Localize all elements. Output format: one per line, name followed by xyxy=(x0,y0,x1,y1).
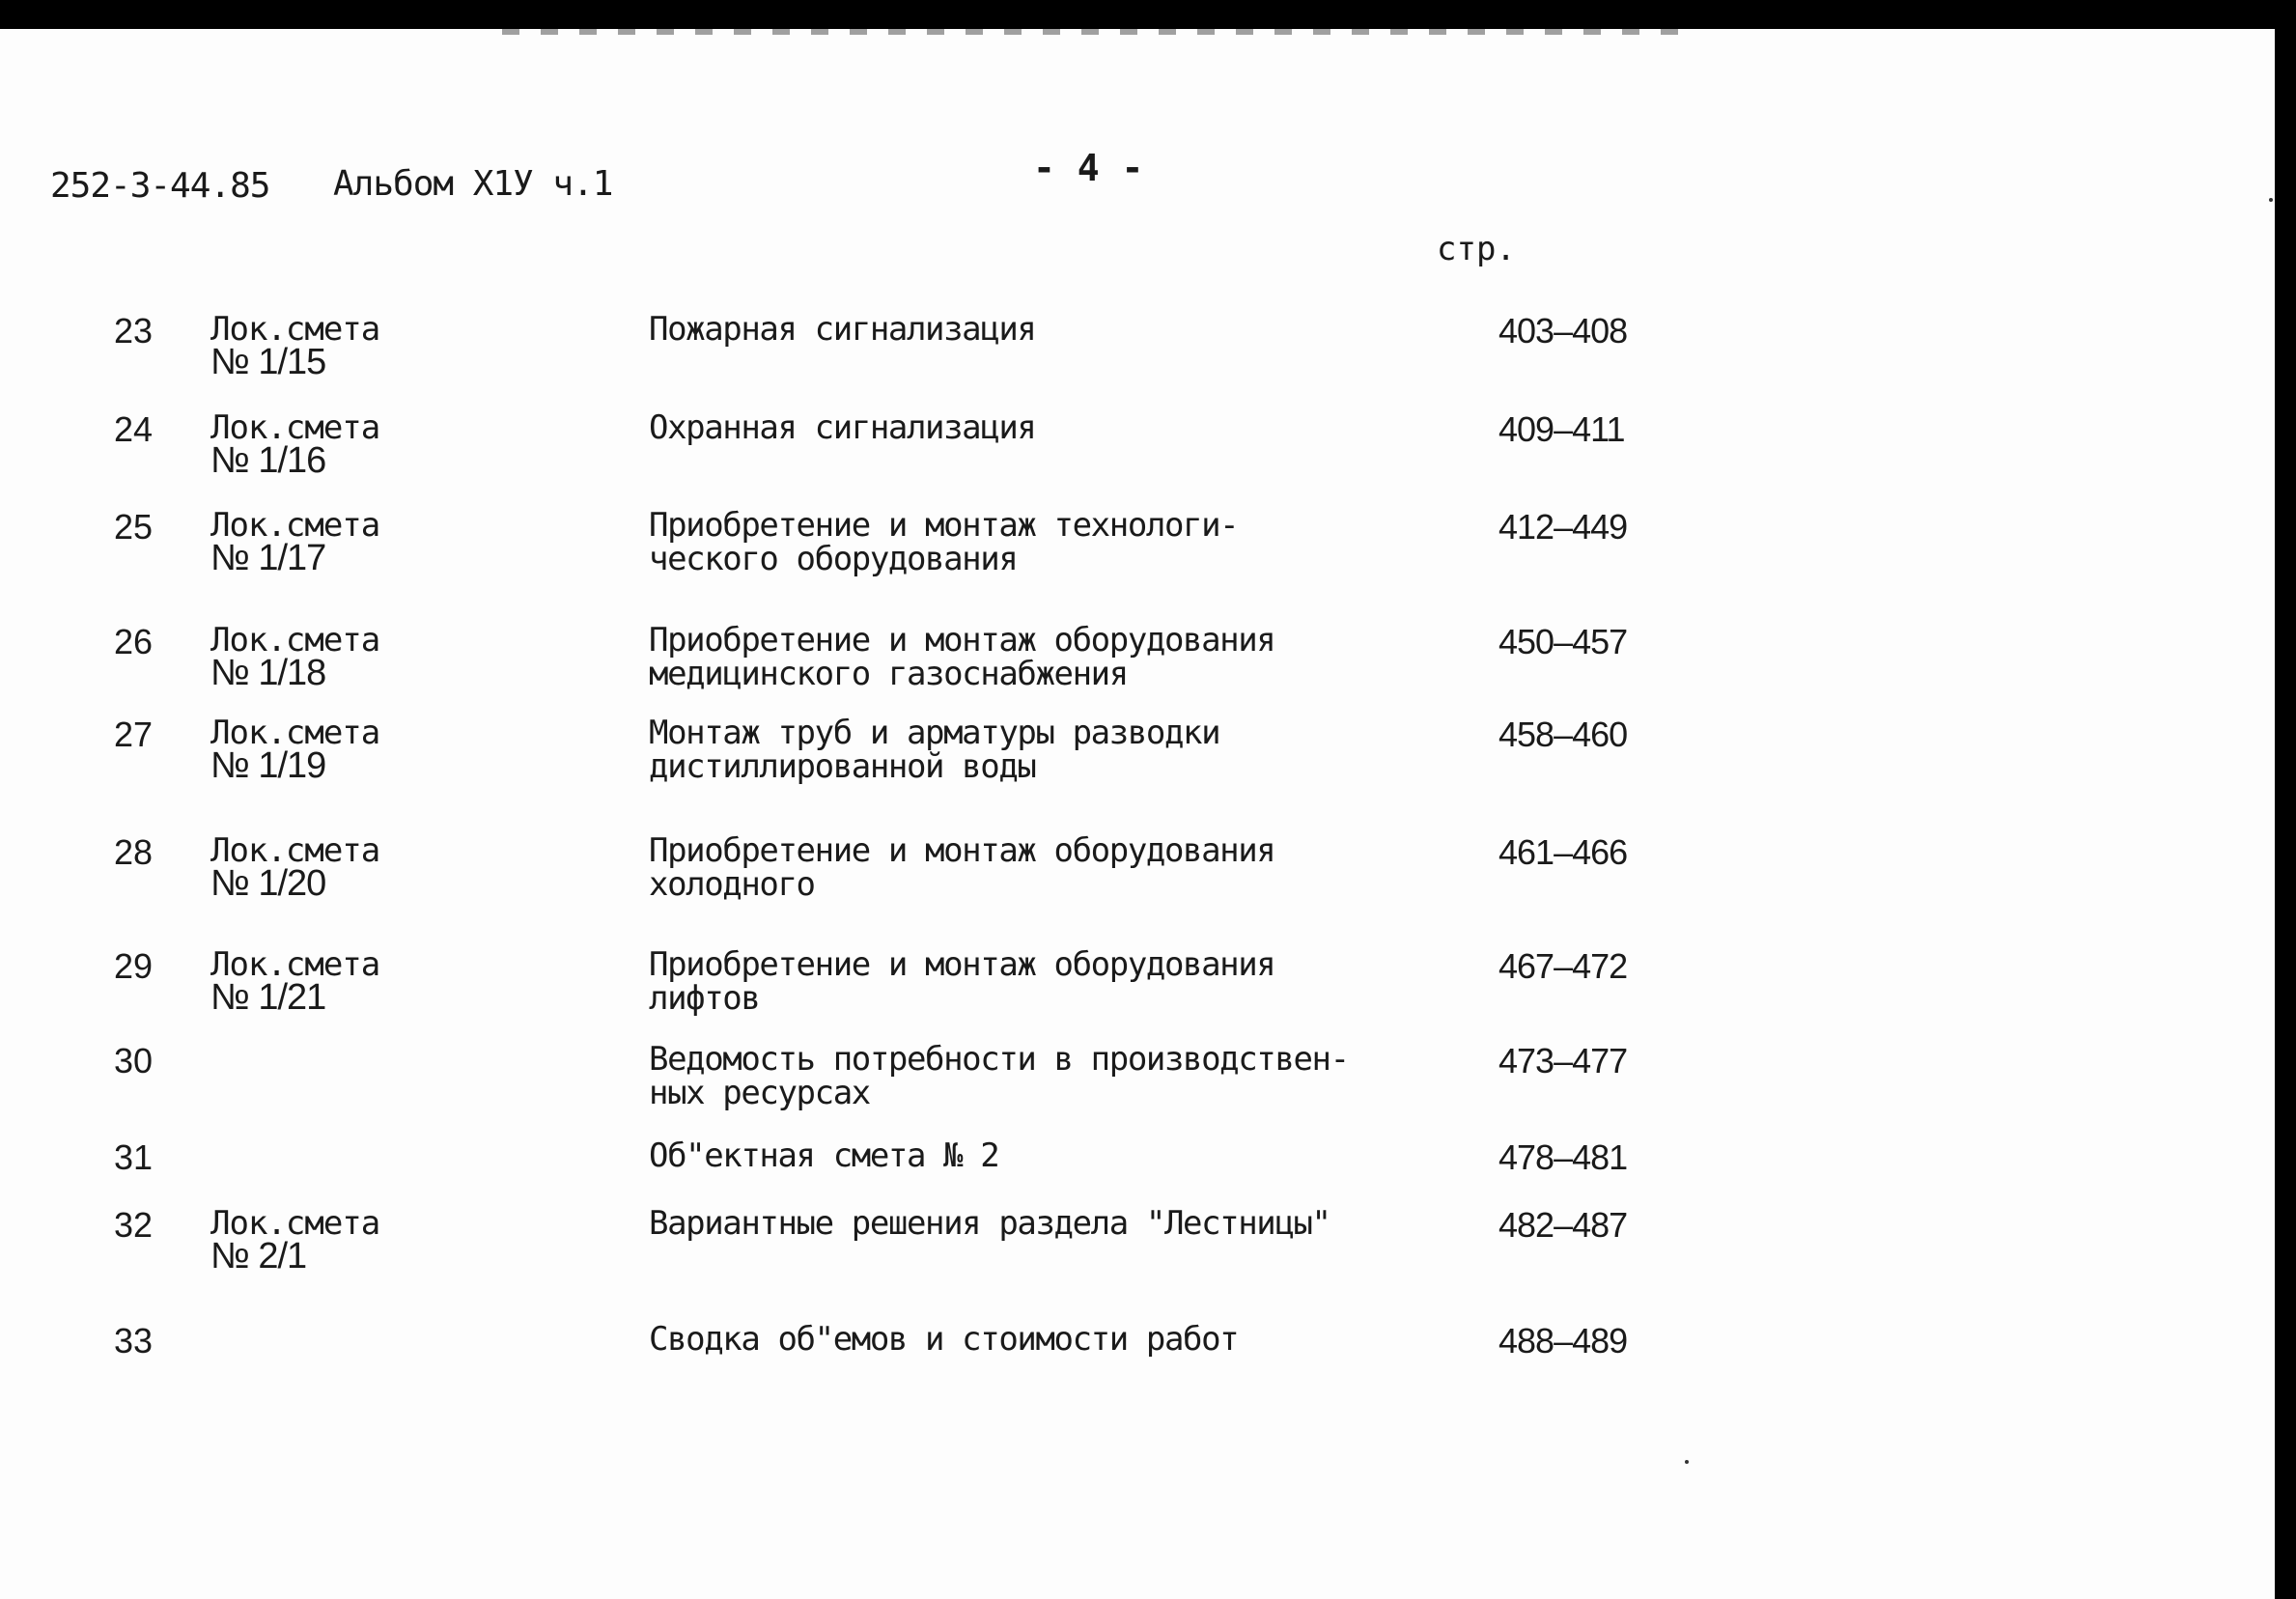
document-number: № 1/17 xyxy=(210,538,326,578)
page-range: 450–457 xyxy=(1498,622,1628,661)
section-title xyxy=(649,1136,1441,1175)
section-title-line: Монтаж труб и арматуры разводки xyxy=(649,714,1220,752)
document-type: Лок.смета xyxy=(210,714,380,752)
page-range: 458–460 xyxy=(1498,715,1628,754)
document-number: № 1/21 xyxy=(210,977,326,1018)
section-title-line: Об"ектная смета № 2 xyxy=(649,1136,999,1175)
section-title-line: ных ресурсах xyxy=(649,1074,870,1112)
page-range: 473–477 xyxy=(1498,1041,1628,1080)
document-type: Лок.смета xyxy=(210,310,380,349)
document-reference xyxy=(210,831,380,904)
section-title-line: ческого оборудования xyxy=(649,540,1018,578)
row-number: 26 xyxy=(114,622,154,661)
section-title xyxy=(649,408,1441,447)
row-number: 31 xyxy=(114,1137,154,1177)
document-type: Лок.смета xyxy=(210,1204,380,1243)
section-title-line: Приобретение и монтаж технологи- xyxy=(649,506,1239,545)
document-reference xyxy=(210,714,380,786)
scan-speck xyxy=(1685,1460,1689,1464)
document-reference xyxy=(210,621,380,693)
document-number: № 1/19 xyxy=(210,745,326,786)
document-page xyxy=(0,29,2275,1599)
row-number: 27 xyxy=(114,715,154,754)
section-title xyxy=(649,1040,1441,1112)
scan-artifact xyxy=(502,29,1680,35)
row-number: 29 xyxy=(114,946,154,986)
page-range: 467–472 xyxy=(1498,946,1628,986)
page-range: 478–481 xyxy=(1498,1137,1628,1177)
document-number: № 1/15 xyxy=(210,342,326,382)
section-title-line: Приобретение и монтаж оборудования xyxy=(649,621,1275,659)
page-range: 412–449 xyxy=(1498,507,1628,547)
section-title xyxy=(649,1204,1441,1243)
document-reference xyxy=(210,408,380,481)
section-title-line: Сводка об"емов и стоимости работ xyxy=(649,1320,1239,1359)
section-title-line: Вариантные решения раздела "Лестницы" xyxy=(649,1204,1330,1243)
document-reference xyxy=(210,310,380,382)
section-title-line: холодного xyxy=(649,865,815,904)
album-label: Альбом Х1У ч.1 xyxy=(333,164,613,204)
page-range: 488–489 xyxy=(1498,1321,1628,1361)
document-type: Лок.смета xyxy=(210,831,380,870)
section-title xyxy=(649,831,1441,904)
row-number: 32 xyxy=(114,1205,154,1245)
document-reference xyxy=(210,945,380,1018)
document-number: № 2/1 xyxy=(210,1236,307,1276)
row-number: 25 xyxy=(114,507,154,547)
section-title xyxy=(649,1320,1441,1359)
document-type: Лок.смета xyxy=(210,621,380,659)
section-title xyxy=(649,716,1441,784)
document-type: Лок.смета xyxy=(210,506,380,545)
section-title-line: Приобретение и монтаж оборудования xyxy=(649,945,1275,984)
row-number: 24 xyxy=(114,409,154,449)
pages-column-label: стр. xyxy=(1437,230,1516,268)
scan-speck xyxy=(2269,198,2273,202)
row-number: 33 xyxy=(114,1321,154,1361)
section-title xyxy=(649,506,1441,578)
section-title xyxy=(649,310,1441,349)
page-range: 409–411 xyxy=(1498,409,1625,449)
document-reference xyxy=(210,506,380,578)
document-number: № 1/16 xyxy=(210,440,326,481)
section-title-line: лифтов xyxy=(649,979,760,1018)
page-number: - 4 - xyxy=(1033,147,1144,189)
document-reference xyxy=(210,1204,380,1276)
row-number: 28 xyxy=(114,832,154,872)
page-range: 482–487 xyxy=(1498,1205,1628,1245)
row-number: 23 xyxy=(114,311,154,351)
section-title-line: Приобретение и монтаж оборудования xyxy=(649,831,1275,870)
document-type: Лок.смета xyxy=(210,408,380,447)
section-title-line: Ведомость потребности в производствен- xyxy=(649,1040,1349,1079)
section-title xyxy=(649,945,1441,1018)
section-title xyxy=(649,621,1441,693)
page-range: 403–408 xyxy=(1498,311,1628,351)
section-title-line: медицинского газоснабжения xyxy=(649,655,1128,693)
section-title-line: Охранная сигнализация xyxy=(649,408,1036,447)
document-type: Лок.смета xyxy=(210,945,380,984)
page-range: 461–466 xyxy=(1498,832,1628,872)
document-number: № 1/20 xyxy=(210,863,326,904)
document-number: № 1/18 xyxy=(210,653,326,693)
row-number: 30 xyxy=(114,1041,154,1080)
section-title-line: Пожарная сигнализация xyxy=(649,310,1036,349)
document-code: 252-3-44.85 xyxy=(50,166,270,206)
section-title-line: дистиллированной воды xyxy=(649,747,1036,786)
